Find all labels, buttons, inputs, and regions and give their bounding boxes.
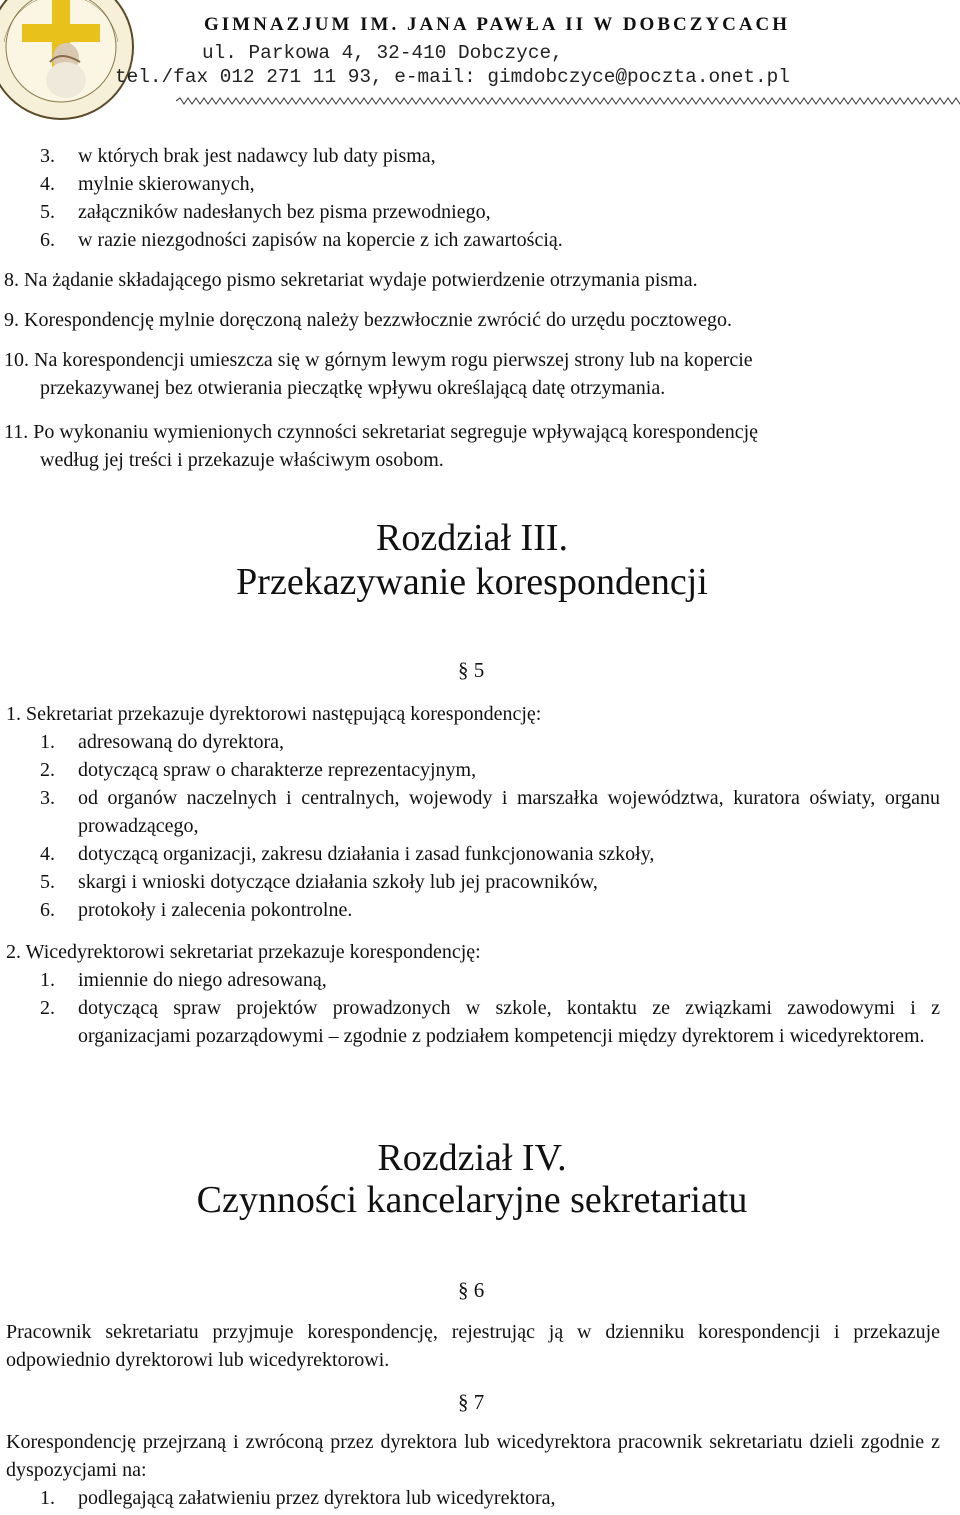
chapter-number: Rozdział III. — [375, 517, 569, 559]
list-item: 2. dotyczącą spraw projektów prowadzonych w szkole, kontaktu ze związkami zawodowymi i z organizacjami pozarządowymi – zgodnie z podziałem kompetencji między dyrektorem i wicedyrektorem. — [40, 997, 940, 1047]
paragraph: 2. Wicedyrektorowi sekretariat przekazuje korespondencję: — [6, 941, 481, 963]
section-mark: § 6 — [458, 1278, 485, 1302]
list-item: 4. mylnie skierowanych, — [40, 173, 255, 195]
point-9: 9. Korespondencję mylnie doręczoną należy bezzwłocznie zwrócić do urzędu pocztowego. — [4, 309, 733, 331]
paragraph: Korespondencję przejrzaną i zwróconą przez dyrektora lub wicedyrektora pracownik sekretariatu dzieli zgodnie z dyspozycjami na: — [6, 1431, 940, 1481]
list-item: 3. od organów naczelnych i centralnych, wojewody i marszałka województwa, kuratora oświaty, organu prowadzącego, — [40, 787, 940, 837]
school-name: GIMNAZJUM IM. JANA PAWŁA II W DOBCZYCACH — [204, 14, 791, 35]
paragraph: 1. Sekretariat przekazuje dyrektorowi następującą korespondencję: — [6, 703, 542, 725]
chapter-number: Rozdział IV. — [377, 1137, 567, 1179]
list-item: 2. dotyczącą spraw o charakterze reprezentacyjnym, — [40, 759, 477, 781]
list-item: 5. załączników nadesłanych bez pisma przewodniego, — [40, 201, 491, 223]
school-contact: tel./fax 012 271 11 93, e-mail: gimdobczyce@poczta.onet.pl — [115, 66, 790, 88]
list-item: 3. w których brak jest nadawcy lub daty pisma, — [40, 145, 436, 167]
list-item: 5. skargi i wnioski dotyczące działania szkoły lub jej pracowników, — [40, 871, 598, 893]
school-address: ul. Parkowa 4, 32-410 Dobczyce, — [202, 42, 563, 64]
point-10-continuation: przekazywanej bez otwierania pieczątkę wpływu określającą datę otrzymania. — [40, 377, 666, 399]
point-10: 10. Na korespondencji umieszcza się w górnym lewym rogu pierwszej strony lub na kopercie — [4, 349, 753, 371]
list-item: 1. podlegającą załatwieniu przez dyrektora lub wicedyrektora, — [40, 1487, 556, 1509]
list-item: 4. dotyczącą organizacji, zakresu działania i zasad funkcjonowania szkoły, — [40, 843, 655, 865]
list-item: 6. w razie niezgodności zapisów na kopercie z ich zawartością. — [40, 229, 563, 251]
point-11: 11. Po wykonaniu wymienionych czynności sekretariat segreguje wpływającą korespondencję — [4, 421, 759, 443]
list-item: 1. adresowaną do dyrektora, — [40, 731, 285, 753]
section-mark: § 7 — [458, 1390, 485, 1414]
point-11-continuation: według jej treści i przekazuje właściwym osobom. — [40, 449, 444, 471]
chapter-title: Czynności kancelaryjne sekretariatu — [196, 1179, 748, 1221]
list-item: 6. protokoły i zalecenia pokontrolne. — [40, 899, 353, 921]
list-item: 1. imiennie do niego adresowaną, — [40, 969, 327, 991]
chapter-title: Przekazywanie korespondencji — [236, 561, 708, 603]
section-mark: § 5 — [458, 658, 485, 682]
paragraph: Pracownik sekretariatu przyjmuje korespondencję, rejestrując ją w dzienniku korespondencji i przekazuje odpowiednio dyrektorowi lub wicedyrektorowi. — [6, 1321, 940, 1371]
point-8: 8. Na żądanie składającego pismo sekretariat wydaje potwierdzenie otrzymania pisma. — [4, 269, 698, 291]
